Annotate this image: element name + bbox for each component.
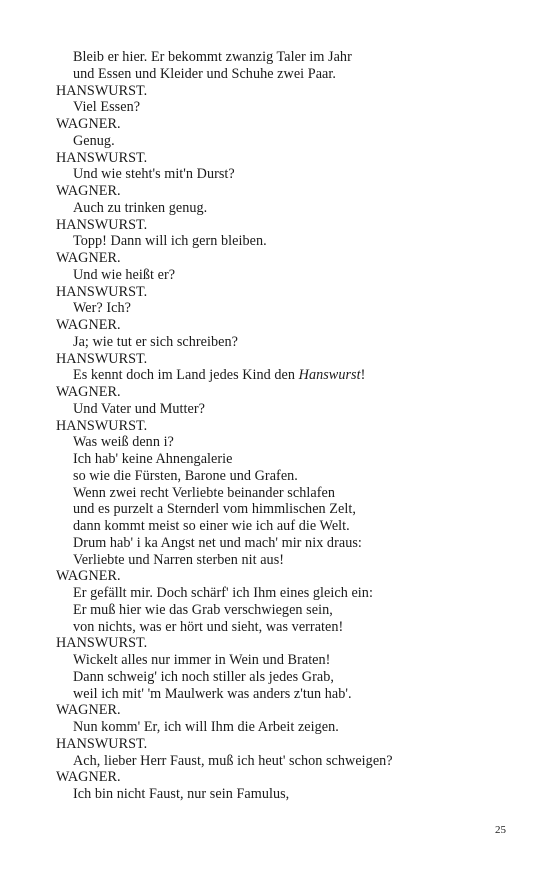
dialogue-line: so wie die Fürsten, Barone und Grafen. [73,467,298,484]
play-text [56,49,526,803]
dialogue-line: Viel Essen? [73,99,141,116]
dialogue-line: Ich hab' keine Ahnengalerie [73,451,233,467]
dialogue-text: Es kennt doch im Land jedes Kind den [73,367,299,384]
dialogue-line: Und wie steht's mit'n Durst? [73,166,235,183]
speaker-name: WAGNER. [56,183,121,199]
dialogue-line: von nichts, was er hört und sieht, was verraten! [73,618,344,635]
dialogue-line: Er muß hier wie das Grab verschwiegen sein, [73,601,333,618]
speaker-name: HANSWURST. [56,82,148,99]
emphasized-name: Hanswurst [298,367,361,384]
dialogue-line: Auch zu trinken genug. [73,199,208,216]
dialogue-line: Verliebte und Narren sterben nit aus! [73,551,285,568]
dialogue-line: Ich bin nicht Faust, nur sein Famulus, [73,786,290,802]
speaker-name: HANSWURST. [56,149,148,166]
speaker-name: WAGNER. [56,568,121,585]
dialogue-line: Genug. [73,132,115,149]
dialogue-line: Und Vater und Mutter? [73,400,205,417]
speaker-name: HANSWURST. [56,735,148,752]
speaker-name: WAGNER. [56,116,121,132]
dialogue-line: Und wie heißt er? [73,266,176,283]
speaker-name: WAGNER. [56,317,121,333]
dialogue-line: und Essen und Kleider und Schuhe zwei Paar. [73,65,336,82]
dialogue-line: Ach, lieber Herr Faust, muß ich heut' schon schweigen? [73,752,393,769]
dialogue-line: Topp! Dann will ich gern bleiben. [73,233,267,250]
dialogue-line: Wickelt alles nur immer in Wein und Braten! [73,652,331,668]
speaker-name: WAGNER. [56,250,121,266]
speaker-name: HANSWURST. [56,350,148,367]
page-number: 25 [495,824,506,836]
dialogue-line: Wer? Ich? [73,300,131,317]
dialogue-line: Wenn zwei recht Verliebte beinander schlafen [73,484,335,501]
dialogue-line: dann kommt meist so einer wie ich auf die Welt. [73,518,350,534]
speaker-name: WAGNER. [56,384,121,400]
speaker-name: WAGNER. [56,769,121,786]
dialogue-text: ! [360,367,366,384]
speaker-name: HANSWURST. [56,417,148,434]
speaker-name: HANSWURST. [56,216,148,233]
dialogue-line: Drum hab' i ka Angst net und mach' mir nix draus: [73,534,362,551]
dialogue-line: Dann schweig' ich noch stiller als jedes Grab, [73,668,334,685]
dialogue-line [56,367,526,384]
dialogue-line: Was weiß denn i? [73,434,174,451]
speaker-name: HANSWURST. [56,635,148,652]
dialogue-line: Nun komm' Er, ich will Ihm die Arbeit zeigen. [73,719,339,735]
dialogue-line: Er gefällt mir. Doch schärf' ich Ihm eines gleich ein: [73,585,373,601]
dialogue-line: Bleib er hier. Er bekommt zwanzig Taler im Jahr [73,49,352,65]
dialogue-line: Ja; wie tut er sich schreiben? [73,333,238,350]
dialogue-line: und es purzelt a Sternderl vom himmlischen Zelt, [73,501,356,518]
speaker-name: WAGNER. [56,702,121,719]
dialogue-line: weil ich mit' 'm Maulwerk was anders z'tun hab'. [73,685,352,702]
speaker-name: HANSWURST. [56,283,148,300]
